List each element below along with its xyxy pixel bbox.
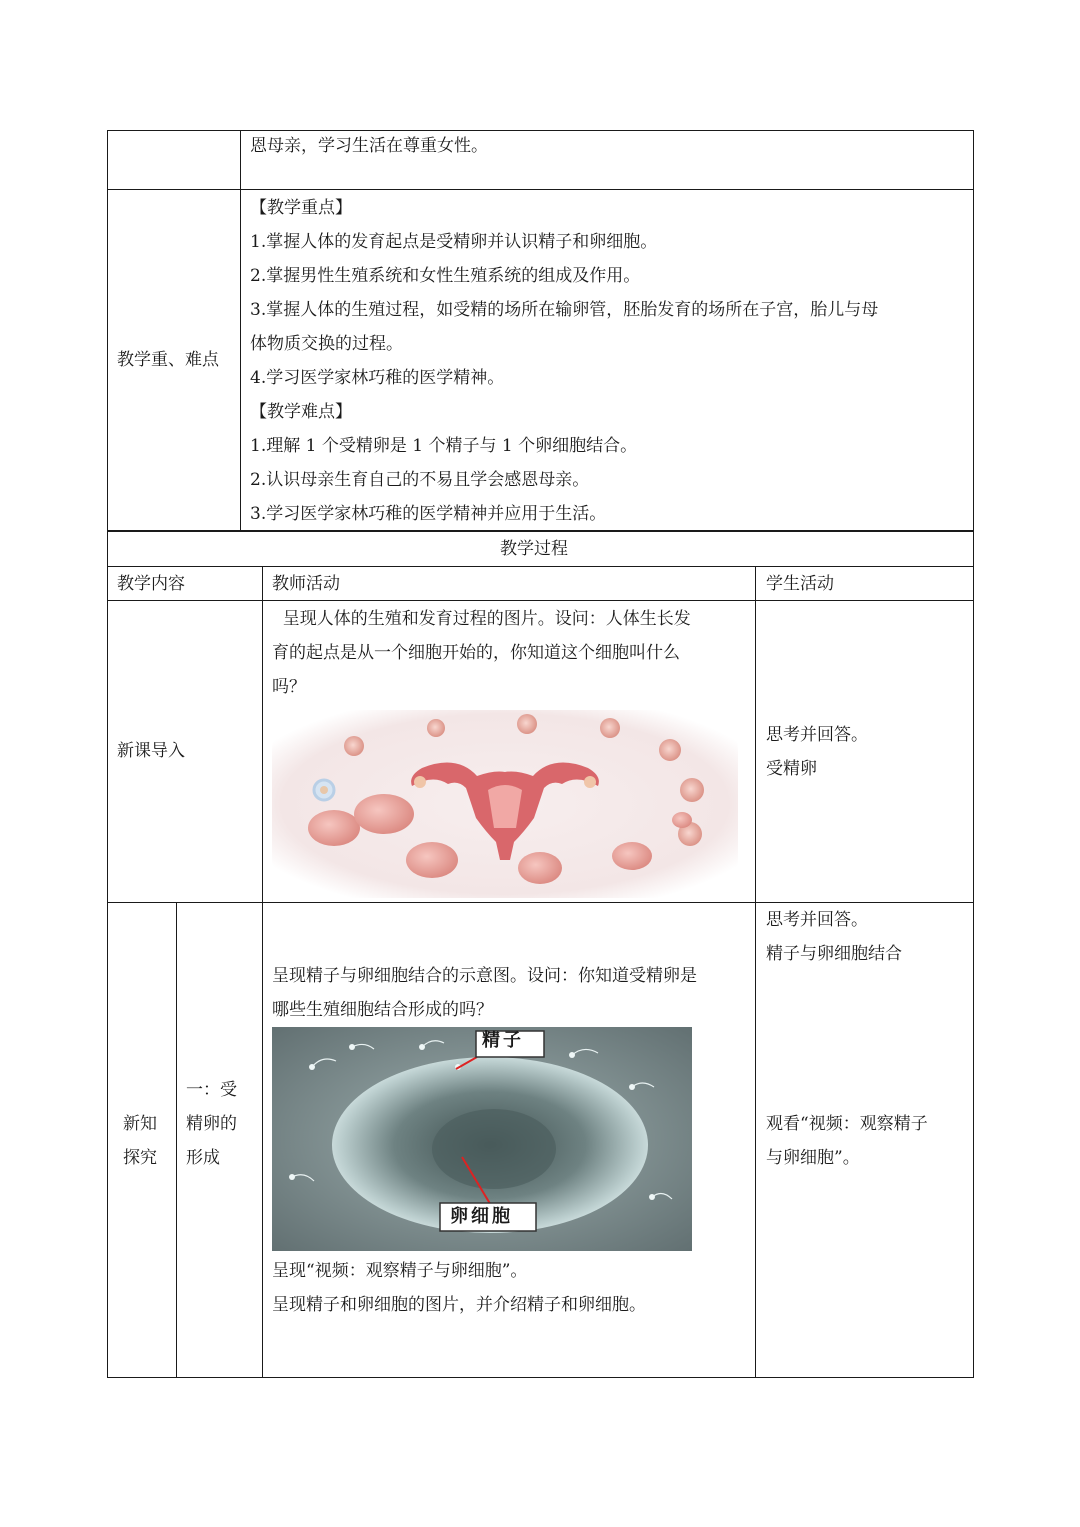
intro-teacher-line: 吗？ <box>272 677 306 697</box>
focus-item: 1.掌握人体的发育起点是受精卵并认识精子和卵细胞。 <box>250 232 658 252</box>
explore-student-line: 与卵细胞”。 <box>766 1148 860 1168</box>
intro-teacher-line: 育的起点是从一个细胞开始的，你知道这个细胞叫什么 <box>272 643 680 663</box>
explore-teacher-line: 呈现“视频：观察精子与卵细胞”。 <box>272 1261 528 1281</box>
column-header-content: 教学内容 <box>117 574 185 594</box>
explore-teacher-line: 呈现精子和卵细胞的图片，并介绍精子和卵细胞。 <box>272 1295 646 1315</box>
fetus-stage <box>612 842 652 870</box>
explore-label-line: 探究 <box>123 1148 157 1168</box>
explore-student-line: 思考并回答。 <box>766 910 868 930</box>
explore-sublabel-line: 形成 <box>186 1148 220 1168</box>
process-title: 教学过程 <box>500 539 568 559</box>
fetus-stage <box>354 794 414 834</box>
focus-item: 体物质交换的过程。 <box>250 334 403 354</box>
fetus-stage <box>406 842 458 878</box>
difficulty-item: 2.认识母亲生育自己的不易且学会感恩母亲。 <box>250 470 590 490</box>
explore-sublabel-line: 一：受 <box>186 1080 237 1100</box>
intro-student-line: 受精卵 <box>766 759 817 779</box>
cell-stage <box>344 736 364 756</box>
table-border <box>240 130 241 531</box>
cell-stage <box>680 778 704 802</box>
table-border <box>107 1377 974 1378</box>
egg-label: 卵细胞 <box>450 1206 513 1227</box>
table-border <box>107 130 974 131</box>
table-border <box>107 600 974 601</box>
sperm-label: 精子 <box>482 1030 524 1051</box>
explore-student-line: 精子与卵细胞结合 <box>766 944 902 964</box>
key-points-label: 教学重、难点 <box>117 350 219 370</box>
difficulty-header: 【教学难点】 <box>250 402 352 422</box>
focus-item: 4.学习医学家林巧稚的医学精神。 <box>250 368 505 388</box>
intro-label: 新课导入 <box>117 741 185 761</box>
table-border <box>973 130 974 1378</box>
table-border <box>107 566 974 567</box>
table-border <box>262 566 263 1378</box>
difficulty-item: 1.理解 1 个受精卵是 1 个精子与 1 个卵细胞结合。 <box>250 436 638 456</box>
focus-item: 2.掌握男性生殖系统和女性生殖系统的组成及作用。 <box>250 266 641 286</box>
intro-student-line: 思考并回答。 <box>766 725 868 745</box>
explore-teacher-line: 呈现精子与卵细胞结合的示意图。设问：你知道受精卵是 <box>272 966 697 986</box>
fetus-stage <box>308 810 360 846</box>
table-border <box>176 902 177 1378</box>
cell-stage <box>659 739 681 761</box>
intro-teacher-line: 呈现人体的生殖和发育过程的图片。设问：人体生长发 <box>272 609 691 629</box>
table-border <box>107 189 974 190</box>
column-header-student: 学生活动 <box>766 574 834 594</box>
cell-stage <box>517 714 537 734</box>
column-header-teacher: 教师活动 <box>272 574 340 594</box>
explore-student-line: 观看“视频：观察精子 <box>766 1114 928 1134</box>
table-border <box>107 130 108 1378</box>
cell-stage <box>427 719 445 737</box>
cell-stage <box>600 718 620 738</box>
focus-header: 【教学重点】 <box>250 198 352 218</box>
difficulty-item: 3.学习医学家林巧稚的医学精神并应用于生活。 <box>250 504 607 524</box>
development-illustration <box>272 710 738 898</box>
explore-teacher-line: 哪些生殖细胞结合形成的吗？ <box>272 1000 493 1020</box>
top-row-text: 恩母亲，学习生活在尊重女性。 <box>250 136 488 156</box>
fetus-stage <box>518 852 562 884</box>
focus-item: 3.掌握人体的生殖过程，如受精的场所在输卵管，胚胎发育的场所在子宫，胎儿与母 <box>250 300 879 320</box>
explore-label-line: 新知 <box>123 1114 157 1134</box>
explore-sublabel-line: 精卵的 <box>186 1114 237 1134</box>
fetus-stage <box>672 812 692 828</box>
table-border <box>755 566 756 1378</box>
